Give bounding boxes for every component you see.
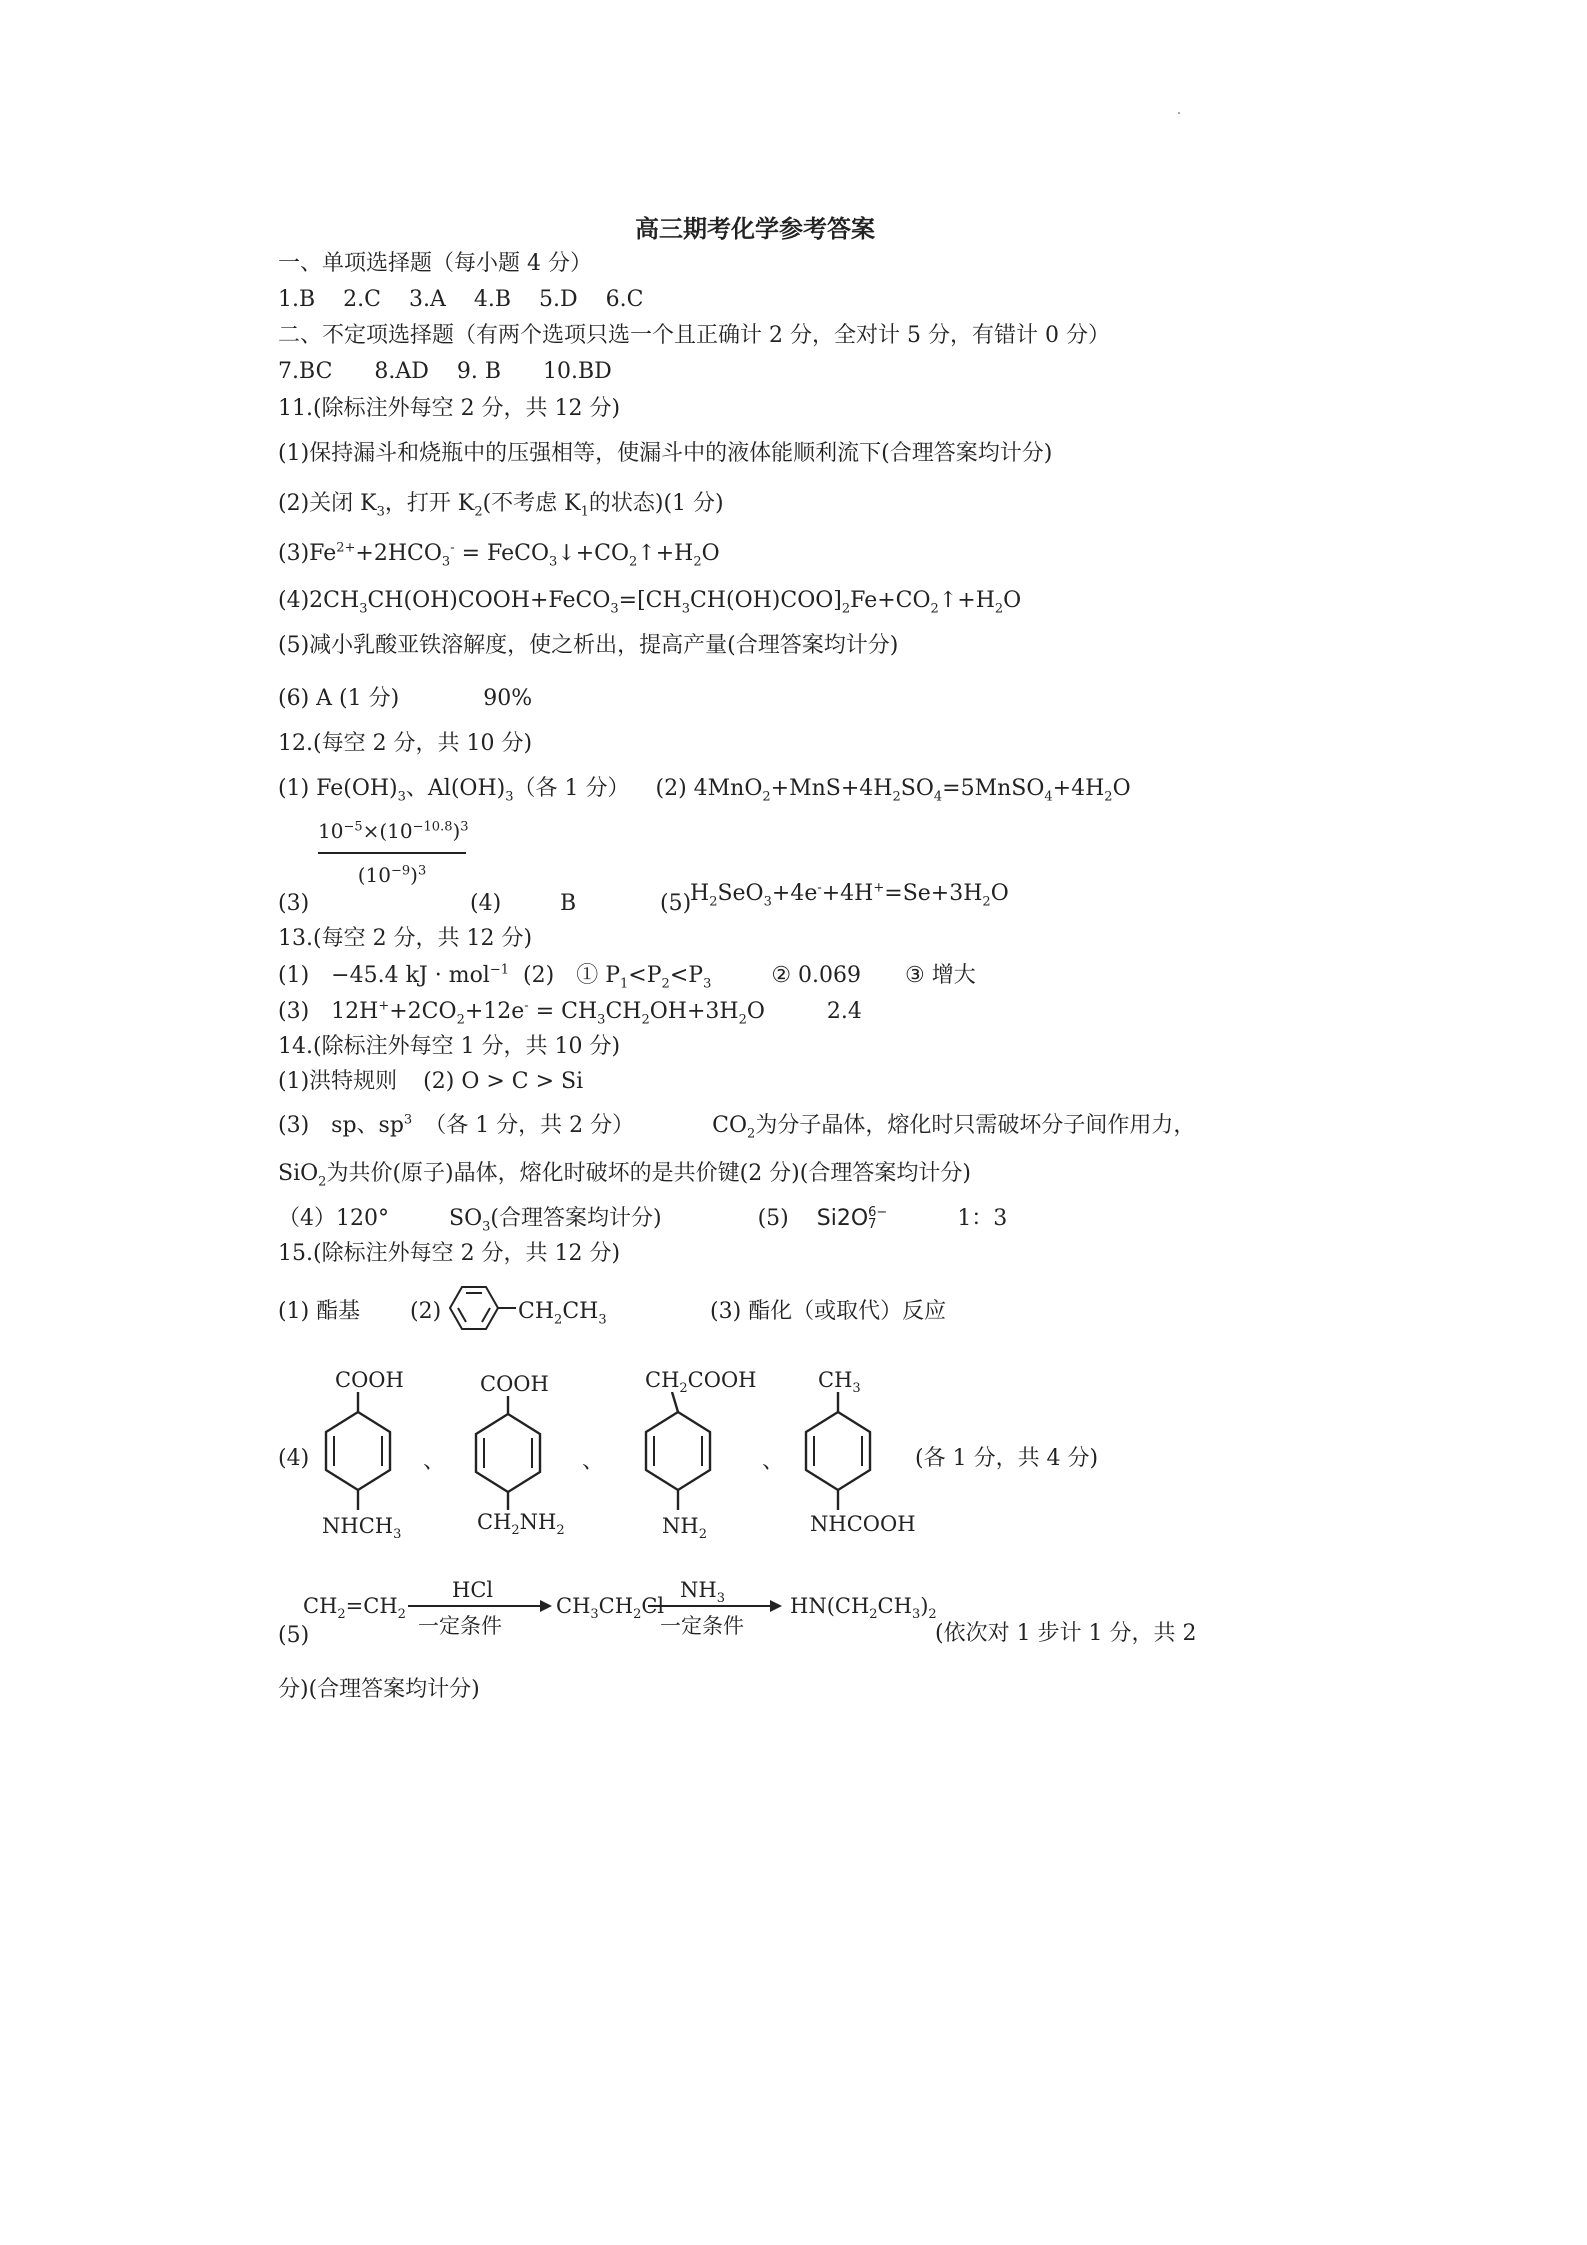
subscript: 2 (930, 601, 939, 617)
scan-speck (1178, 112, 1180, 114)
text-run: 的状态)(1 分) (588, 491, 724, 516)
subscript: 4 (933, 789, 943, 805)
text-run: (3) 12H (278, 999, 379, 1024)
section1-heading: 一、单项选择题（每小题 4 分） (278, 251, 592, 276)
ethyl-group (518, 1298, 607, 1326)
text-run: Cl (641, 1594, 665, 1618)
subscript: 2 (698, 1527, 707, 1543)
answer-item: 8.AD (374, 359, 429, 384)
subscript: 2 (337, 1607, 346, 1623)
reaction-start (303, 1592, 406, 1623)
page-title: 高三期考化学参考答案 (635, 214, 875, 243)
q12-answer-4-label: (4) (470, 891, 502, 916)
answer-item: 1.B (278, 287, 316, 312)
text-run: (5) (757, 1206, 789, 1231)
text-run: NHCH (322, 1514, 394, 1538)
text-run: 90% (483, 686, 533, 711)
text-run: (10 (357, 863, 391, 887)
subscript: 2 (679, 1381, 688, 1397)
text-run: (2)关闭 K (278, 491, 377, 516)
subscript: 3 (397, 789, 406, 805)
q12-heading: 12.(每空 2 分，共 10 分) (278, 731, 533, 756)
q14-heading: 14.(除标注外每空 1 分，共 10 分) (278, 1034, 621, 1059)
benzene-ring-icon (618, 1392, 738, 1522)
q14-answer-3-cont (278, 1160, 971, 1188)
q11-answer-5: (5)减小乳酸亚铁溶解度，使之析出，提高产量(合理答案均计分) (278, 633, 899, 658)
text-run: CO (712, 1113, 748, 1138)
text-run: ) (452, 819, 461, 843)
subscript: 2 (633, 1607, 642, 1623)
text-run: （4）120° (278, 1206, 389, 1231)
text-run: (2) ① P (523, 963, 620, 988)
text-run: (6) A (1 分) (278, 686, 400, 711)
text-run: O (1112, 776, 1131, 801)
superscript: 2+ (336, 540, 356, 556)
arrow2-condition: 一定条件 (660, 1614, 744, 1638)
superscript: + (378, 998, 390, 1014)
q13-answer-1-2 (278, 962, 976, 990)
answer-item: 5.D (539, 287, 578, 312)
text-run: O (701, 541, 720, 566)
q11-answer-6 (278, 685, 532, 713)
text-run: NH (680, 1578, 717, 1602)
text-run: CH (477, 1510, 512, 1534)
q12-answer-4-value: B (560, 891, 577, 916)
separator: 、 (582, 1449, 605, 1474)
q15-answer-5-label: (5) (278, 1623, 310, 1648)
separator: 、 (423, 1449, 446, 1474)
subscript: 3 (681, 601, 690, 617)
subscript: 3 (548, 554, 558, 570)
superscript: 3 (417, 863, 427, 879)
text-run: （各 1 分） (513, 776, 630, 801)
q11-answer-3 (278, 540, 720, 568)
text-run: 为共价(原子)晶体，熔化时破坏的是共价键(2 分)(合理答案均计分) (326, 1161, 971, 1186)
fraction-bar (318, 852, 466, 854)
text-run: 、Al(OH) (405, 776, 506, 801)
superscript: 6− (868, 1205, 888, 1220)
text-run: O (850, 1206, 869, 1231)
q14-answer-1-2 (278, 1068, 583, 1096)
subscript: 3 (763, 894, 772, 910)
text-run: ) (920, 1594, 929, 1618)
arrow1-condition: 一定条件 (418, 1614, 502, 1638)
subscript: 2 (474, 504, 483, 520)
text-run: ② 0.069 (771, 963, 862, 988)
text-run: COOH (687, 1368, 757, 1392)
text-run: = FeCO (454, 541, 549, 566)
struct3-top (645, 1366, 757, 1397)
text-run: CH (605, 999, 642, 1024)
struct4-top (818, 1366, 861, 1397)
q15-answer-4-label: (4) (278, 1446, 310, 1471)
reaction-product (790, 1592, 937, 1623)
subscript: 2 (762, 789, 771, 805)
text-run: Si (816, 1206, 837, 1231)
subscript: 3 (598, 1312, 607, 1328)
subscript: 3 (911, 1607, 921, 1623)
superscript: + (873, 880, 885, 896)
answer-item: 7.BC (278, 359, 333, 384)
text-run: CH (518, 1299, 555, 1324)
q15-answer-1: (1) 酯基 (278, 1299, 361, 1324)
q11-heading: 11.(除标注外每空 2 分，共 12 分) (278, 396, 621, 421)
benzene-ring-icon (298, 1392, 418, 1522)
superscript: −1 (489, 962, 510, 978)
answer-item: 2.C (343, 287, 381, 312)
struct2-bottom (477, 1508, 565, 1539)
q11-answer-4 (278, 587, 1021, 615)
subscript: 2 (397, 1607, 406, 1623)
superscript: −9 (391, 863, 411, 879)
text-run: 1：3 (957, 1206, 1008, 1231)
subscript: 2 (994, 601, 1004, 617)
text-run: (3)Fe (278, 541, 337, 566)
text-run: SO (449, 1206, 483, 1231)
superscript: - (450, 540, 455, 556)
benzene-ring-icon (448, 1396, 568, 1526)
text-run: ↑+H (637, 541, 694, 566)
text-run: ) (410, 863, 418, 887)
text-run: CH (818, 1368, 853, 1392)
subscript: 2 (869, 1607, 878, 1623)
text-run: =5MnSO (942, 776, 1045, 801)
benzene-ring-icon (778, 1392, 898, 1522)
text-run: SeO (717, 881, 764, 906)
superscript: 3 (460, 819, 469, 835)
subscript: 2 (982, 894, 991, 910)
text-run: 2 (836, 1206, 851, 1231)
text-run: =[CH (618, 588, 682, 613)
struct1-top: COOH (335, 1368, 404, 1392)
subscript: 3 (852, 1381, 861, 1397)
text-run: ，打开 K (384, 491, 475, 516)
text-run: =Se+3H (884, 881, 983, 906)
subscript: 2 (841, 601, 851, 617)
arrow1-reagent: HCl (452, 1578, 494, 1602)
text-run: ↑+H (938, 588, 995, 613)
superscript: −5 (343, 819, 363, 835)
text-run: +2HCO (355, 541, 442, 566)
text-run: H (690, 881, 710, 906)
subscript: 2 (1104, 789, 1113, 805)
text-run: =CH (345, 1594, 398, 1618)
text-run: CH(OH)COO] (689, 588, 842, 613)
q15-heading: 15.(除标注外每空 2 分，共 12 分) (278, 1241, 621, 1266)
q15-answer-2-label: (2) (410, 1299, 442, 1324)
text-run: OH+3H (649, 999, 739, 1024)
text-run: = CH (528, 999, 598, 1024)
subscript: 3 (597, 1012, 606, 1028)
subscript: 2 (693, 554, 702, 570)
subscript: 1 (620, 976, 629, 992)
text-run: +4H (1052, 776, 1105, 801)
text-run: CH (877, 1594, 912, 1618)
q13-heading: 13.(每空 2 分，共 12 分) (278, 926, 533, 951)
q13-answer-3 (278, 998, 862, 1026)
q11-answer-1: (1)保持漏斗和烧瓶中的压强相等，使漏斗中的液体能顺利流下(合理答案均计分) (278, 441, 1053, 466)
q15-answer-3: (3) 酯化（或取代）反应 (710, 1299, 947, 1324)
subscript: 3 (482, 1219, 491, 1235)
superscript: - (817, 880, 822, 896)
subscript: 2 (554, 1312, 563, 1328)
q12-answer-5 (690, 880, 1009, 908)
text-run: (4)2CH (278, 588, 360, 613)
subscript: 2 (456, 1012, 465, 1028)
subscript: 3 (610, 601, 619, 617)
answer-item: 3.A (408, 287, 446, 312)
q15-answer-5-score-cont: 分)(合理答案均计分) (278, 1677, 480, 1702)
section1-answers (278, 286, 643, 314)
text-run: (2) 4MnO (655, 776, 763, 801)
text-run: Fe+CO (850, 588, 931, 613)
subscript: 2 (641, 1012, 650, 1028)
text-run: +MnS+4H (770, 776, 893, 801)
subscript: 3 (393, 1527, 402, 1543)
text-run: O (1003, 588, 1022, 613)
subscript: 2 (892, 789, 901, 805)
subscript: 2 (318, 1174, 327, 1190)
text-run: (1) −45.4 kJ · mol (278, 963, 490, 988)
q12-answer-5-label: (5) (660, 891, 692, 916)
superscript: 3 (403, 1112, 413, 1128)
text-run: (2) O > C > Si (423, 1069, 584, 1094)
text-run: HN(CH (790, 1594, 870, 1618)
q14-answer-4-5 (278, 1205, 1007, 1233)
text-run: <P (669, 963, 704, 988)
text-run: ×(10 (362, 819, 413, 843)
struct2-top: COOH (480, 1372, 549, 1396)
text-run: CH (303, 1594, 338, 1618)
q11-answer-2 (278, 490, 724, 518)
text-run: CH (562, 1299, 599, 1324)
text-run: 2.4 (826, 999, 862, 1024)
answer-item: 9. B (456, 359, 502, 384)
struct1-bottom (322, 1512, 402, 1543)
text-run: NH (519, 1510, 557, 1534)
subscript: 2 (511, 1523, 520, 1539)
text-run: (1)洪特规则 (278, 1069, 398, 1094)
text-run: +2CO (389, 999, 457, 1024)
subscript: 2 (709, 894, 718, 910)
q15-answer-4-score: (各 1 分，共 4 分) (915, 1446, 1099, 1471)
q12-answer-1-2 (278, 775, 1131, 803)
subscript: 3 (359, 601, 368, 617)
text-run: (1) Fe(OH) (278, 776, 398, 801)
text-run: ③ 增大 (905, 963, 976, 988)
text-run: <P (628, 963, 662, 988)
text-run: (合理答案均计分) (490, 1206, 662, 1231)
subscript: 7 (868, 1217, 877, 1232)
subscript: 1 (580, 504, 589, 520)
subscript: 3 (376, 504, 385, 520)
text-run: CH(OH)COOH+FeCO (367, 588, 611, 613)
section2-answers (278, 358, 612, 386)
subscript: 3 (716, 1591, 725, 1607)
fraction-numerator (318, 818, 469, 844)
text-run: +4e (771, 881, 818, 906)
subscript: 3 (505, 789, 514, 805)
subscript: 2 (556, 1523, 565, 1539)
answer-item: 10.BD (543, 359, 612, 384)
text-run: CH (598, 1594, 634, 1618)
struct3-bottom (662, 1512, 707, 1543)
section2-heading: 二、不定项选择题（有两个选项只选一个且正确计 2 分，全对计 5 分，有错计 0 分） (278, 323, 1110, 348)
subscript: 3 (703, 976, 712, 992)
text-run: CH (556, 1594, 591, 1618)
text-run: +4H (821, 881, 874, 906)
q15-answer-5-score: (依次对 1 步计 1 分，共 2 (935, 1621, 1197, 1646)
text-run: SiO (278, 1161, 319, 1186)
answer-item: 4.B (473, 287, 512, 312)
text-run: ↓+CO (557, 541, 630, 566)
subscript: 2 (928, 1607, 937, 1623)
q14-answer-3 (278, 1112, 1195, 1140)
struct4-bottom: NHCOOH (810, 1512, 916, 1536)
text-run: O (746, 999, 765, 1024)
superscript: - (524, 998, 529, 1014)
subscript: 2 (661, 976, 670, 992)
text-run: CH (645, 1368, 680, 1392)
text-run: SO (900, 776, 934, 801)
subscript: 2 (738, 1012, 747, 1028)
q12-answer-3-label: (3) (278, 891, 310, 916)
text-run: (3) sp、sp (278, 1113, 404, 1138)
superscript: −10.8 (412, 819, 453, 835)
text-run: O (990, 881, 1009, 906)
subscript: 4 (1044, 789, 1053, 805)
subscript: 2 (629, 554, 638, 570)
subscript: 2 (747, 1126, 756, 1142)
subscript: 3 (590, 1607, 599, 1623)
answer-item: 6.C (605, 287, 644, 312)
subscript: 3 (441, 554, 451, 570)
text-run: (不考虑 K (482, 491, 581, 516)
separator: 、 (762, 1449, 785, 1474)
text-run: 为分子晶体，熔化时只需破坏分子间作用力， (755, 1113, 1196, 1138)
text-run: +12e (464, 999, 525, 1024)
text-run: NH (662, 1514, 699, 1538)
fraction-denominator (318, 862, 466, 888)
text-run: 10 (318, 819, 344, 843)
text-run: （各 1 分，共 2 分） (424, 1113, 635, 1138)
